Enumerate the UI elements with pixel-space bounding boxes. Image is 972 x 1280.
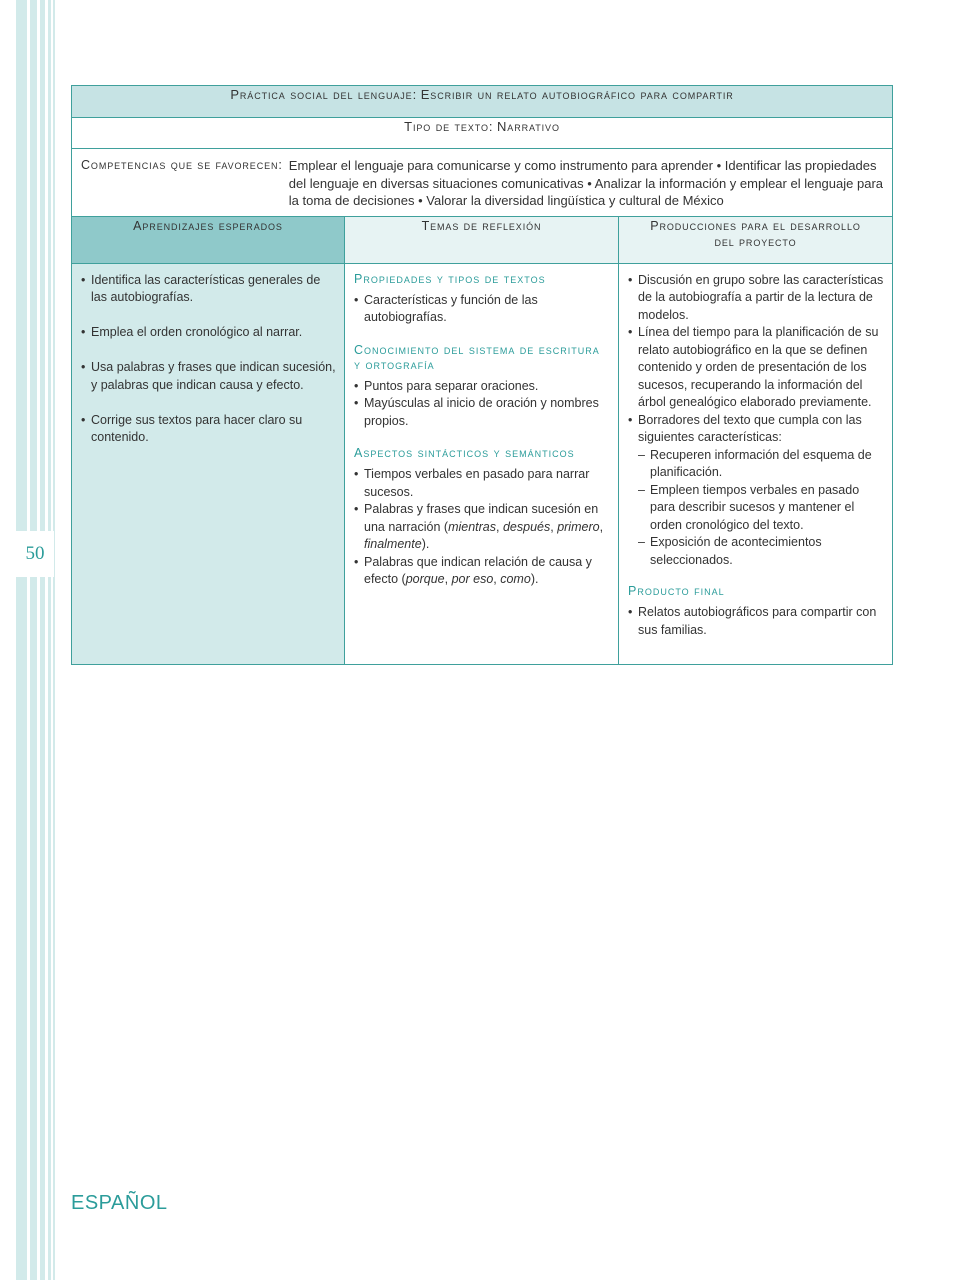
practica-social-row [72, 86, 893, 118]
list-item: • Características y función de las autobiografías. [354, 292, 611, 327]
producciones-list [628, 272, 885, 570]
list-item: • Corrige sus textos para hacer claro su contenido. [81, 412, 337, 447]
header-temas [345, 216, 619, 263]
margin-stripe [48, 0, 51, 1280]
header-producciones-label: Producciones para el desarrollo del proyecto [650, 218, 861, 249]
aprendizajes-cell [72, 263, 345, 664]
section-title: Aspectos sintácticos y semánticos [354, 446, 575, 460]
temas-list [354, 378, 611, 431]
list-item: • Puntos para separar oraciones. [354, 378, 611, 396]
header-temas-label: Temas de reflexión [421, 218, 542, 233]
list-item: • Discusión en grupo sobre las características de la autobiografía a partir de la lectura de modelos. [628, 272, 885, 325]
aprendizajes-list [81, 272, 337, 447]
header-aprendizajes [72, 216, 345, 263]
margin-stripe [53, 0, 55, 1280]
tipo-value: Narrativo [497, 119, 560, 134]
subject-footer: ESPAÑOL [71, 1192, 168, 1214]
margin-stripe [30, 0, 37, 1280]
tipo-texto-row [72, 118, 893, 149]
list-item: • Borradores del texto que cumpla con las siguientes características: [628, 412, 885, 447]
list-item: • Palabras que indican relación de causa y efecto (porque, por eso, como). [354, 554, 611, 589]
list-item: • Identifica las características generales de las autobiografías. [81, 272, 337, 307]
sub-list-item: – Recuperen información del esquema de planificación. [628, 447, 885, 482]
program-table [71, 85, 893, 665]
list-item: • Tiempos verbales en pasado para narrar sucesos. [354, 466, 611, 501]
competencias-row [72, 149, 893, 217]
competencias-label: Competencias que se favorecen: [81, 158, 283, 172]
page-number: 50 [16, 531, 54, 577]
list-item: • Usa palabras y frases que indican sucesión, y palabras que indican causa y efecto. [81, 359, 337, 394]
section-title: Producto final [628, 584, 725, 598]
temas-cell [345, 263, 619, 664]
section-title: Conocimiento del sistema de escritura y ortografía [354, 342, 600, 372]
temas-list [354, 292, 611, 327]
sub-list-item: – Exposición de acontecimientos seleccionados. [628, 534, 885, 569]
producciones-cell [619, 263, 893, 664]
tipo-label: Tipo de texto: [404, 119, 494, 134]
list-item: • Relatos autobiográficos para compartir con sus familias. [628, 604, 885, 639]
section-title: Propiedades y tipos de textos [354, 271, 546, 286]
list-item: • Línea del tiempo para la planificación de su relato autobiográfico en la que se definen contenido y orden de presentación de los sucesos, recuperando la información del árbol genealógico elaborado previamente. [628, 324, 885, 412]
practica-value: Escribir un relato autobiográfico para compartir [420, 87, 734, 102]
list-item: • Palabras y frases que indican sucesión en una narración (mientras, después, primero, finalmente). [354, 501, 611, 554]
temas-list [354, 466, 611, 589]
producto-final-list [628, 604, 885, 639]
list-item: • Mayúsculas al inicio de oración y nombres propios. [354, 395, 611, 430]
margin-stripe [40, 0, 45, 1280]
header-producciones [619, 216, 893, 263]
margin-stripe [16, 0, 27, 1280]
sub-list-item: – Empleen tiempos verbales en pasado para describir sucesos y mantener el orden cronológico del texto. [628, 482, 885, 535]
header-aprendizajes-label: Aprendizajes esperados [133, 218, 283, 233]
list-item: • Emplea el orden cronológico al narrar. [81, 324, 337, 342]
practica-label: Práctica social del lenguaje: [230, 87, 418, 102]
competencias-text: Emplear el lenguaje para comunicarse y como instrumento para aprender • Identificar las propiedades del lenguaje en diversas situaciones comunicativas • Analizar la información y emplear el lenguaje para la toma de decisiones • Valorar la diversidad lingüística y cultural de México [288, 158, 883, 208]
